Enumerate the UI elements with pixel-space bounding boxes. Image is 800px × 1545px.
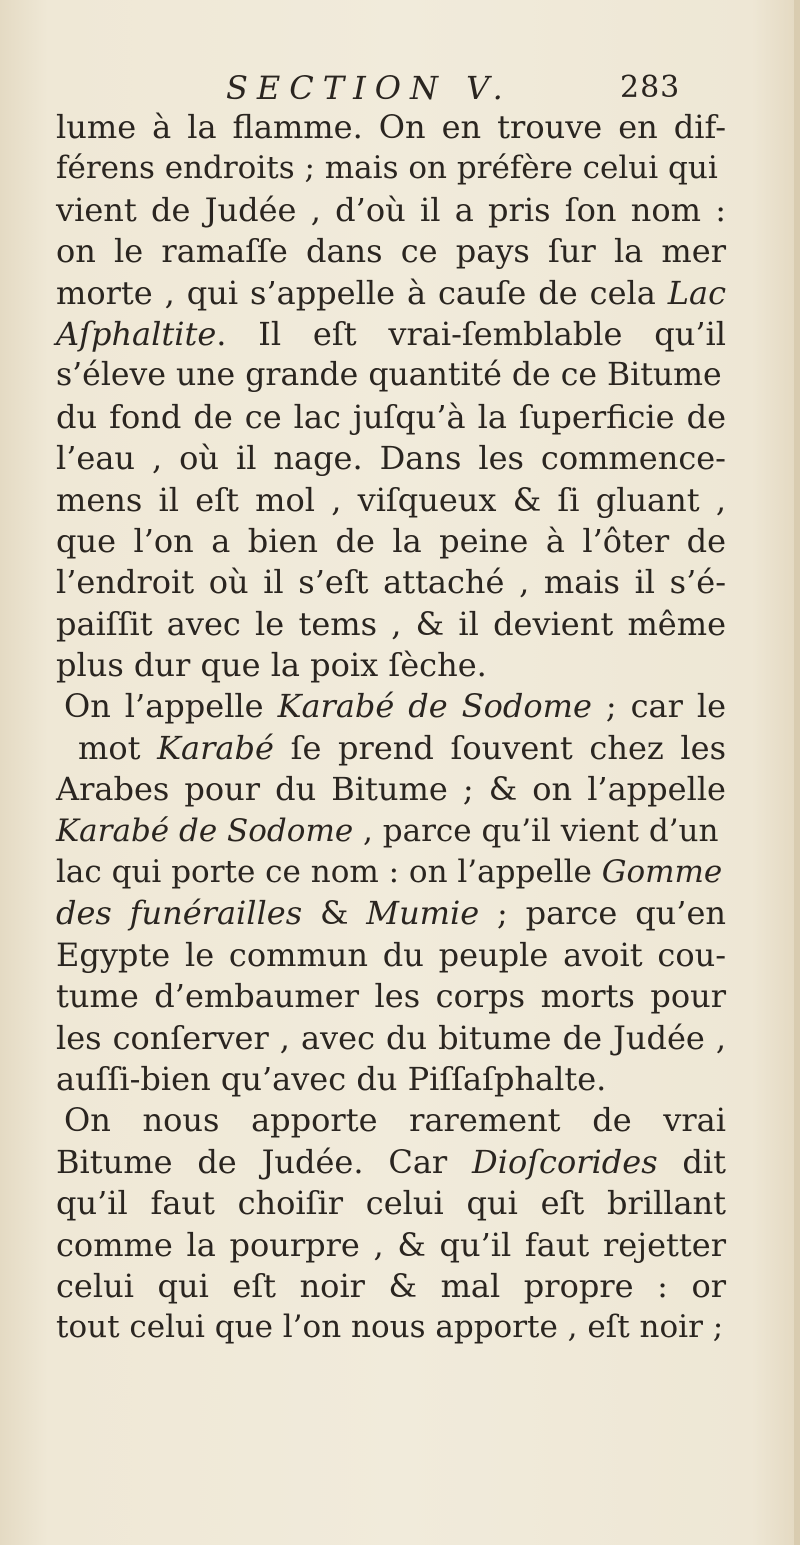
text-line: tume d’embaumer les corps morts pour: [56, 977, 726, 1016]
text-line: les conſerver , avec du bitume de Judée ,: [56, 1018, 726, 1057]
text-line: celui qui eſt noir & mal propre : or: [56, 1266, 726, 1305]
page-number: 283: [620, 70, 681, 105]
text-line: l’eau , où il nage. Dans les commence-: [56, 439, 726, 478]
text-line: l’endroit où il s’eſt attaché , mais il s’é-: [56, 563, 726, 602]
text-line: vient de Judée , d’où il a pris ſon nom :: [56, 190, 726, 229]
text-line: que l’on a bien de la peine à l’ôter de: [56, 521, 726, 560]
text-line: paiſſit avec le tems , & il devient même: [56, 604, 726, 643]
text-line: lume à la flamme. On en trouve en dif-: [56, 108, 726, 146]
text-line: s’éleve une grande quantité de ce Bitume: [56, 357, 722, 394]
text-line: du fond de ce lac juſqu’à la ſuperficie de: [56, 397, 726, 436]
text-line: Bitume de Judée. Car Dioſcorides dit: [56, 1142, 727, 1181]
paragraph-start-line: On nous apporte rarement de vrai: [64, 1101, 726, 1140]
text-line: Aſphaltite. Il eſt vrai-ſemblable qu’il: [56, 314, 726, 353]
text-line: on le ramaſſe dans ce pays ſur la mer: [56, 232, 726, 271]
text-line: comme la pourpre , & qu’il faut rejetter: [56, 1225, 726, 1264]
text-line: Egypte le commun du peuple avoit cou-: [56, 935, 726, 974]
body-text: [56, 107, 726, 1349]
text-line: tout celui que l’on nous apporte , eſt noir ;: [56, 1309, 724, 1346]
text-line: des funérailles & Mumie ; parce qu’en: [56, 894, 727, 933]
paragraph-start-line: On l’appelle Karabé de Sodome ; car le: [64, 687, 727, 726]
text-line: mens il eſt mol , viſqueux & ſi gluant ,: [56, 480, 726, 519]
text-line: lac qui porte ce nom : on l’appelle Gomme: [56, 854, 723, 891]
text-line: auſſi-bien qu’avec du Piſſaſphalte.: [56, 1059, 607, 1098]
text-line: mot Karabé ſe prend ſouvent chez les: [78, 728, 726, 767]
text-line: Karabé de Sodome , parce qu’il vient d’un: [56, 812, 719, 849]
text-line: qu’il faut choiſir celui qui eſt brillant: [56, 1184, 726, 1223]
text-line: morte , qui s’appelle à cauſe de cela Lac: [56, 273, 726, 312]
page-header: [0, 66, 800, 112]
running-head: SECTION V.: [226, 69, 512, 107]
page-edge: [794, 0, 800, 1545]
text-line: plus dur que la poix ſèche.: [56, 646, 487, 685]
text-line: férens endroits ; mais on préfère celui qui: [56, 150, 718, 187]
text-line: Arabes pour du Bitume ; & on l’appelle: [56, 770, 726, 809]
